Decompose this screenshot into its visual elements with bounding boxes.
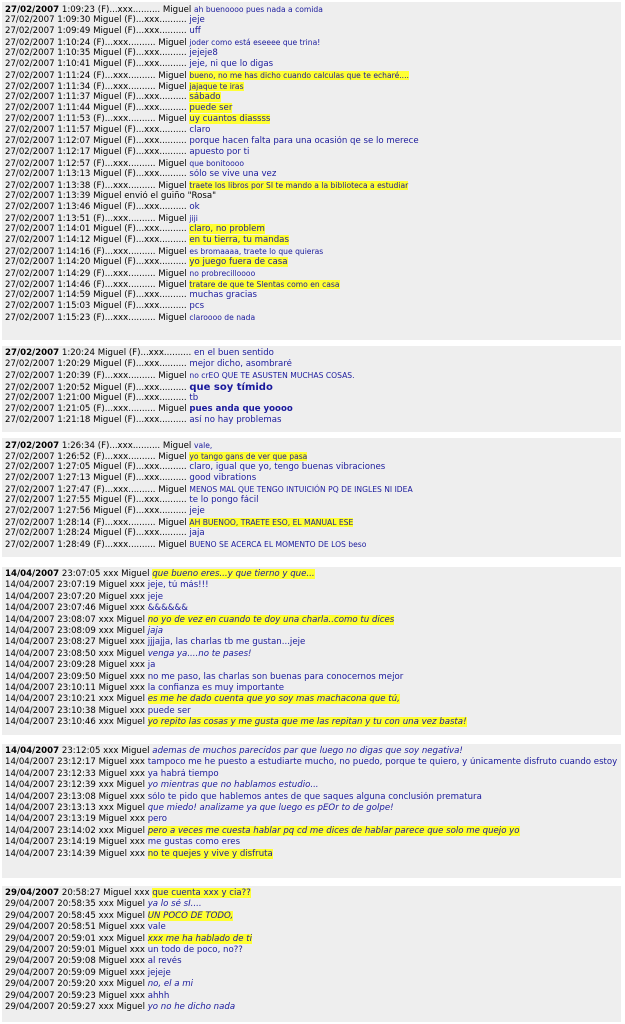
chat-line <box>5 706 618 717</box>
message-meta: 1:20:24 Miguel (F)...xxx.......... <box>59 348 192 358</box>
message-meta: 29/04/2007 20:58:51 Miguel xxx <box>5 922 145 933</box>
message-text: jajaque te iras <box>189 82 244 91</box>
chat-line <box>5 290 618 301</box>
chat-line <box>5 92 618 103</box>
message-text: ademas de muchos parecidos par que luego no digas que soy negativa! <box>152 746 463 756</box>
message-text: pero a veces me cuesta hablar pq cd me dices de hablar parece que solo me quejo yo <box>147 825 520 836</box>
message-text: jeje, tú más!!! <box>147 580 209 591</box>
chat-line <box>5 246 618 257</box>
message-meta: 27/02/2007 1:20:29 Miguel (F)...xxx.......... <box>5 359 187 370</box>
message-text: que miedo! analizame ya que luego es pEOr to de golpe! <box>147 802 394 813</box>
message-text: sólo se vive una vez <box>189 169 277 179</box>
message-meta: 14/04/2007 23:08:09 xxx Miguel <box>5 625 145 636</box>
chat-line <box>5 382 618 393</box>
chat-line <box>5 473 618 484</box>
chat-line <box>5 125 618 136</box>
chat-block-1 <box>2 2 621 340</box>
message-text: no, el a mi <box>147 979 194 990</box>
message-meta: 29/04/2007 20:58:45 xxx Miguel <box>5 910 145 921</box>
chat-line <box>5 979 618 990</box>
message-meta: 29/04/2007 20:59:27 xxx Miguel <box>5 1001 145 1012</box>
chat-line <box>5 103 618 114</box>
message-meta: 14/04/2007 23:10:11 Miguel xxx <box>5 682 145 693</box>
message-text: sólo te pido que hablemos antes de que saques alguna conclusión prematura <box>147 791 482 802</box>
chat-line <box>5 404 618 415</box>
chat-line <box>5 757 618 768</box>
section-date: 27/02/2007 <box>5 441 60 451</box>
chat-line <box>5 849 618 860</box>
section-date: 14/04/2007 <box>5 569 60 579</box>
message-meta: 27/02/2007 1:09:49 Miguel (F)...xxx.......... <box>5 26 187 36</box>
chat-line <box>5 348 618 359</box>
message-text: jejeje <box>147 967 171 978</box>
message-meta: 27/02/2007 1:27:55 Miguel (F)...xxx.......... <box>5 495 187 505</box>
message-meta: 27/02/2007 1:27:47 (F)...xxx.......... Miguel <box>5 485 187 495</box>
chat-line <box>5 694 618 705</box>
chat-line <box>5 717 618 728</box>
message-meta: 27/02/2007 1:26:52 (F)...xxx.......... Miguel <box>5 452 187 462</box>
chat-line <box>5 569 618 580</box>
message-text: puede ser <box>147 705 191 716</box>
chat-line <box>5 592 618 603</box>
message-meta: 14/04/2007 23:10:21 xxx Miguel <box>5 694 145 705</box>
chat-block-3 <box>2 438 621 557</box>
message-meta: 27/02/2007 1:21:05 (F)...xxx.......... Miguel <box>5 403 187 414</box>
section-date: 29/04/2007 <box>5 888 60 898</box>
chat-line <box>5 268 618 279</box>
message-meta: 14/04/2007 23:13:13 xxx Miguel <box>5 802 145 813</box>
message-meta: 14/04/2007 23:09:50 Miguel xxx <box>5 671 145 682</box>
chat-line <box>5 136 618 147</box>
message-meta: 14/04/2007 23:12:17 Miguel xxx <box>5 757 145 768</box>
chat-line <box>5 158 618 169</box>
message-meta: 14/04/2007 23:07:46 Miguel xxx <box>5 603 145 614</box>
message-meta: 27/02/2007 1:11:34 (F)...xxx.......... Miguel <box>5 82 187 92</box>
chat-line <box>5 59 618 70</box>
chat-line <box>5 769 618 780</box>
chat-line <box>5 26 618 37</box>
chat-line <box>5 792 618 803</box>
message-text: ahhh <box>147 990 170 1001</box>
message-text: que bonitoooo <box>189 159 245 168</box>
message-meta: 27/02/2007 1:14:12 Miguel (F)...xxx.......... <box>5 235 187 245</box>
message-meta: 27/02/2007 1:09:30 Miguel (F)...xxx.......... <box>5 15 187 25</box>
message-meta: 14/04/2007 23:08:27 Miguel xxx <box>5 637 145 648</box>
message-text: es bromaaaa, traete lo que quieras <box>189 247 324 256</box>
message-meta: 14/04/2007 23:13:19 Miguel xxx <box>5 814 145 825</box>
section-date: 27/02/2007 <box>5 348 60 358</box>
message-text: uff <box>189 26 201 36</box>
chat-line <box>5 37 618 48</box>
message-text: uy cuantos diassss <box>189 114 271 124</box>
chat-line <box>5 626 618 637</box>
chat-line <box>5 934 618 945</box>
chat-line <box>5 415 618 426</box>
message-text: yo tango gans de ver que pasa <box>189 452 308 461</box>
message-text: puede ser <box>189 103 233 113</box>
message-meta: 27/02/2007 1:15:03 Miguel (F)...xxx.......... <box>5 301 187 311</box>
message-text: bueno, no me has dicho cuando calculas que te echaré.... <box>189 71 409 80</box>
message-text: porque hacen falta para una ocasión qe se lo merece <box>189 136 419 146</box>
message-meta: 14/04/2007 23:14:39 Miguel xxx <box>5 848 145 859</box>
message-meta: 27/02/2007 1:13:13 Miguel (F)...xxx.......... <box>5 169 187 179</box>
message-text: jaja <box>147 625 164 636</box>
message-meta: 27/02/2007 1:12:57 (F)...xxx.......... Miguel <box>5 159 187 169</box>
message-text: sábado <box>189 92 221 102</box>
message-meta: 29/04/2007 20:59:01 Miguel xxx <box>5 944 145 955</box>
message-text: muchas gracias <box>189 290 257 300</box>
message-meta: 27/02/2007 1:13:39 Miguel envió el guiño "Rosa" <box>5 191 217 201</box>
chat-line <box>5 956 618 967</box>
message-meta: 14/04/2007 23:12:33 Miguel xxx <box>5 768 145 779</box>
message-meta: 14/04/2007 23:14:02 xxx Miguel <box>5 825 145 836</box>
message-meta: 29/04/2007 20:59:09 Miguel xxx <box>5 967 145 978</box>
chat-line <box>5 451 618 462</box>
message-text: ah buenoooo pues nada a comida <box>193 5 323 14</box>
message-meta: 23:12:05 xxx Miguel <box>59 746 150 756</box>
chat-line <box>5 911 618 922</box>
chat-line <box>5 279 618 290</box>
chat-line <box>5 495 618 506</box>
message-meta: 27/02/2007 1:10:41 Miguel (F)...xxx.......... <box>5 59 187 69</box>
message-text: que bueno eres...y que tierno y que... <box>152 569 315 579</box>
chat-line <box>5 169 618 180</box>
message-text: te lo pongo fácil <box>189 495 259 505</box>
message-text: jeje <box>189 506 205 516</box>
chat-line <box>5 462 618 473</box>
chat-line <box>5 312 618 323</box>
chat-line <box>5 826 618 837</box>
message-text: vale, <box>193 441 213 450</box>
message-meta: 27/02/2007 1:11:44 Miguel (F)...xxx.......... <box>5 103 187 113</box>
message-text: xxx me ha hablado de ti <box>147 933 253 944</box>
message-text: yo repito las cosas y me gusta que me las repitan y tu con una vez basta! <box>147 717 467 728</box>
chat-line <box>5 803 618 814</box>
section-date: 27/02/2007 <box>5 5 60 15</box>
chat-line <box>5 649 618 660</box>
chat-line <box>5 746 618 757</box>
message-text: en el buen sentido <box>193 348 274 358</box>
message-meta: 20:58:27 Miguel xxx <box>59 888 150 898</box>
message-meta: 14/04/2007 23:12:39 xxx Miguel <box>5 780 145 791</box>
message-meta: 14/04/2007 23:08:07 xxx Miguel <box>5 614 145 625</box>
message-text: claro, no problem <box>189 224 265 234</box>
chat-line <box>5 224 618 235</box>
message-text: en tu tierra, tu mandas <box>189 235 289 245</box>
message-meta: 27/02/2007 1:11:57 Miguel (F)...xxx.......... <box>5 125 187 135</box>
message-meta: 27/02/2007 1:14:29 (F)...xxx.......... Miguel <box>5 269 187 279</box>
chat-line <box>5 506 618 517</box>
chat-line <box>5 528 618 539</box>
chat-line <box>5 393 618 404</box>
message-meta: 14/04/2007 23:07:20 Miguel xxx <box>5 591 145 602</box>
message-meta: 27/02/2007 1:28:24 Miguel (F)...xxx.......... <box>5 528 187 538</box>
chat-line <box>5 15 618 26</box>
message-text: jiji <box>189 214 198 223</box>
message-text: tampoco me he puesto a estudiarte mucho, no puedo, porque te quiero, y únicamente disfruto cuando estoy <box>147 757 618 768</box>
message-text: UN POCO DE TODO, <box>147 910 234 921</box>
chat-line <box>5 991 618 1002</box>
message-text: mejor dicho, asombraré <box>189 359 292 370</box>
chat-line <box>5 114 618 125</box>
message-text: que soy tímido <box>189 381 273 393</box>
message-meta: 27/02/2007 1:12:17 Miguel (F)...xxx.......... <box>5 147 187 157</box>
chat-line <box>5 370 618 381</box>
chat-line <box>5 945 618 956</box>
message-text: al revés <box>147 956 182 967</box>
chat-line <box>5 235 618 246</box>
message-text: traete los libros por SI te mando a la biblioteca a estudiar <box>189 181 409 190</box>
message-meta: 29/04/2007 20:59:23 Miguel xxx <box>5 990 145 1001</box>
message-text: la confianza es muy importante <box>147 682 285 693</box>
message-meta: 27/02/2007 1:10:35 Miguel (F)...xxx.......... <box>5 48 187 58</box>
message-meta: 27/02/2007 1:12:07 Miguel (F)...xxx.......... <box>5 136 187 146</box>
message-text: vale <box>147 922 166 933</box>
chat-line <box>5 539 618 550</box>
message-meta: 27/02/2007 1:27:13 Miguel (F)...xxx.......... <box>5 473 187 483</box>
message-text: good vibrations <box>189 473 257 483</box>
message-text: jejeje8 <box>189 48 218 58</box>
message-text: ya lo sé sI.... <box>147 899 202 910</box>
chat-line <box>5 440 618 451</box>
chat-line <box>5 603 618 614</box>
message-meta: 27/02/2007 1:14:59 Miguel (F)...xxx.......... <box>5 290 187 300</box>
message-text: me gustas como eres <box>147 837 241 848</box>
message-text: yo juego fuera de casa <box>189 257 288 267</box>
message-meta: 27/02/2007 1:21:18 Miguel (F)...xxx.......... <box>5 415 187 426</box>
message-meta: 27/02/2007 1:11:37 Miguel (F)...xxx.......... <box>5 92 187 102</box>
message-meta: 27/02/2007 1:21:00 Miguel (F)...xxx.......... <box>5 392 187 403</box>
chat-line <box>5 1002 618 1013</box>
message-text: jjjajja, las charlas tb me gustan...jeje <box>147 637 306 648</box>
section-date: 14/04/2007 <box>5 746 60 756</box>
message-meta: 14/04/2007 23:10:38 Miguel xxx <box>5 705 145 716</box>
message-text: un todo de poco, no?? <box>147 944 243 955</box>
message-text: ja <box>147 660 156 671</box>
chat-line <box>5 191 618 202</box>
message-meta: 27/02/2007 1:14:46 (F)...xxx.......... Miguel <box>5 280 187 290</box>
message-text: &&&&&& <box>147 603 188 614</box>
message-meta: 14/04/2007 23:14:19 Miguel xxx <box>5 837 145 848</box>
message-text: BUENO SE ACERCA EL MOMENTO DE LOS beso <box>189 540 367 549</box>
chat-line <box>5 580 618 591</box>
message-meta: 1:26:34 (F)...xxx.......... Miguel <box>59 441 192 451</box>
chat-line <box>5 81 618 92</box>
chat-line <box>5 4 618 15</box>
message-text: jaja <box>189 528 205 538</box>
message-text: no te quejes y vive y disfruta <box>147 848 273 859</box>
message-text: claroooo de nada <box>189 313 256 322</box>
message-text: no me paso, las charlas son buenas para conocernos mejor <box>147 671 404 682</box>
message-meta: 27/02/2007 1:27:05 Miguel (F)...xxx.......... <box>5 462 187 472</box>
chat-line <box>5 70 618 81</box>
message-meta: 27/02/2007 1:28:14 (F)...xxx.......... Miguel <box>5 518 187 528</box>
message-text: pues anda que yoooo <box>189 403 293 414</box>
message-text: joder como está eseeee que trina! <box>189 38 321 47</box>
chat-block-2 <box>2 346 621 432</box>
message-meta: 27/02/2007 1:11:24 (F)...xxx.......... Miguel <box>5 71 187 81</box>
message-meta: 14/04/2007 23:08:50 xxx Miguel <box>5 648 145 659</box>
message-text: así no hay problemas <box>189 415 282 426</box>
message-text: claro, igual que yo, tengo buenas vibraciones <box>189 462 386 472</box>
message-meta: 27/02/2007 1:20:52 Miguel (F)...xxx.......... <box>5 382 187 393</box>
message-meta: 27/02/2007 1:27:56 Miguel (F)...xxx.......... <box>5 506 187 516</box>
message-meta: 14/04/2007 23:10:46 xxx Miguel <box>5 717 145 728</box>
chat-block-6 <box>2 886 621 1022</box>
message-text: yo no he dicho nada <box>147 1001 236 1012</box>
chat-line <box>5 888 618 899</box>
message-text: ya habrá tiempo <box>147 768 219 779</box>
message-text: jeje <box>147 591 164 602</box>
chat-line <box>5 780 618 791</box>
message-meta: 27/02/2007 1:14:20 Miguel (F)...xxx.......... <box>5 257 187 267</box>
chat-block-5 <box>2 744 621 878</box>
message-text: tratare de que te Slentas como en casa <box>189 280 340 289</box>
message-text: que cuenta xxx y cia?? <box>152 888 251 898</box>
message-meta: 27/02/2007 1:28:49 (F)...xxx.......... Miguel <box>5 540 187 550</box>
chat-line <box>5 814 618 825</box>
message-text: tb <box>189 392 199 403</box>
message-text: pcs <box>189 301 205 311</box>
chat-line <box>5 637 618 648</box>
chat-line <box>5 147 618 158</box>
message-meta: 29/04/2007 20:59:08 Miguel xxx <box>5 956 145 967</box>
message-meta: 14/04/2007 23:07:19 Miguel xxx <box>5 580 145 591</box>
message-meta: 27/02/2007 1:11:53 (F)...xxx.......... Miguel <box>5 114 187 124</box>
chat-line <box>5 301 618 312</box>
message-text: no probrecilloooo <box>189 269 256 278</box>
chat-line <box>5 180 618 191</box>
message-meta: 27/02/2007 1:10:24 (F)...xxx.......... Miguel <box>5 38 187 48</box>
message-meta: 1:09:23 (F)...xxx.......... Miguel <box>59 5 192 15</box>
message-meta: 27/02/2007 1:13:51 (F)...xxx.......... Miguel <box>5 214 187 224</box>
chat-line <box>5 683 618 694</box>
message-text: venga ya....no te pases! <box>147 648 252 659</box>
chat-line <box>5 359 618 370</box>
message-meta: 29/04/2007 20:58:35 xxx Miguel <box>5 899 145 910</box>
message-meta: 27/02/2007 1:20:39 (F)...xxx.......... Miguel <box>5 371 187 382</box>
message-meta: 27/02/2007 1:14:01 Miguel (F)...xxx.......... <box>5 224 187 234</box>
chat-line <box>5 257 618 268</box>
chat-block-4 <box>2 567 621 735</box>
chat-line <box>5 660 618 671</box>
message-text: no yo de vez en cuando te doy una charla..como tu dices <box>147 614 395 625</box>
message-text: MENOS MAL QUE TENGO INTUICIÓN PQ DE INGLES NI IDEA <box>189 485 413 494</box>
message-text: es me he dado cuenta que yo soy mas machacona que tú, <box>147 694 400 705</box>
message-text: jeje, ni que lo digas <box>189 59 274 69</box>
chat-line <box>5 837 618 848</box>
chat-line <box>5 213 618 224</box>
message-text: apuesto por ti <box>189 147 250 157</box>
chat-line <box>5 899 618 910</box>
message-meta: 27/02/2007 1:15:23 (F)...xxx.......... Miguel <box>5 313 187 323</box>
message-meta: 29/04/2007 20:59:20 xxx Miguel <box>5 979 145 990</box>
message-text: AH BUENOO, TRAETE ESO, EL MANUAL ESE <box>189 518 354 527</box>
message-text: jeje <box>189 15 205 25</box>
message-text: no crEO QUE TE ASUSTEN MUCHAS COSAS. <box>189 371 355 381</box>
message-text: ok <box>189 202 200 212</box>
chat-line <box>5 484 618 495</box>
message-meta: 23:07:05 xxx Miguel <box>59 569 150 579</box>
message-text: claro <box>189 125 211 135</box>
chat-line <box>5 48 618 59</box>
chat-line <box>5 968 618 979</box>
message-text: pero <box>147 814 168 825</box>
message-meta: 14/04/2007 23:13:08 Miguel xxx <box>5 791 145 802</box>
chat-line <box>5 922 618 933</box>
message-meta: 27/02/2007 1:14:16 (F)...xxx.......... Miguel <box>5 247 187 257</box>
chat-line <box>5 672 618 683</box>
message-meta: 14/04/2007 23:09:28 Miguel xxx <box>5 660 145 671</box>
message-meta: 29/04/2007 20:59:01 xxx Miguel <box>5 933 145 944</box>
message-text: yo mientras que no hablamos estudio... <box>147 780 319 791</box>
message-meta: 27/02/2007 1:13:38 (F)...xxx.......... Miguel <box>5 181 187 191</box>
chat-line <box>5 202 618 213</box>
chat-line <box>5 517 618 528</box>
message-meta: 27/02/2007 1:13:46 Miguel (F)...xxx.......... <box>5 202 187 212</box>
chat-line <box>5 615 618 626</box>
